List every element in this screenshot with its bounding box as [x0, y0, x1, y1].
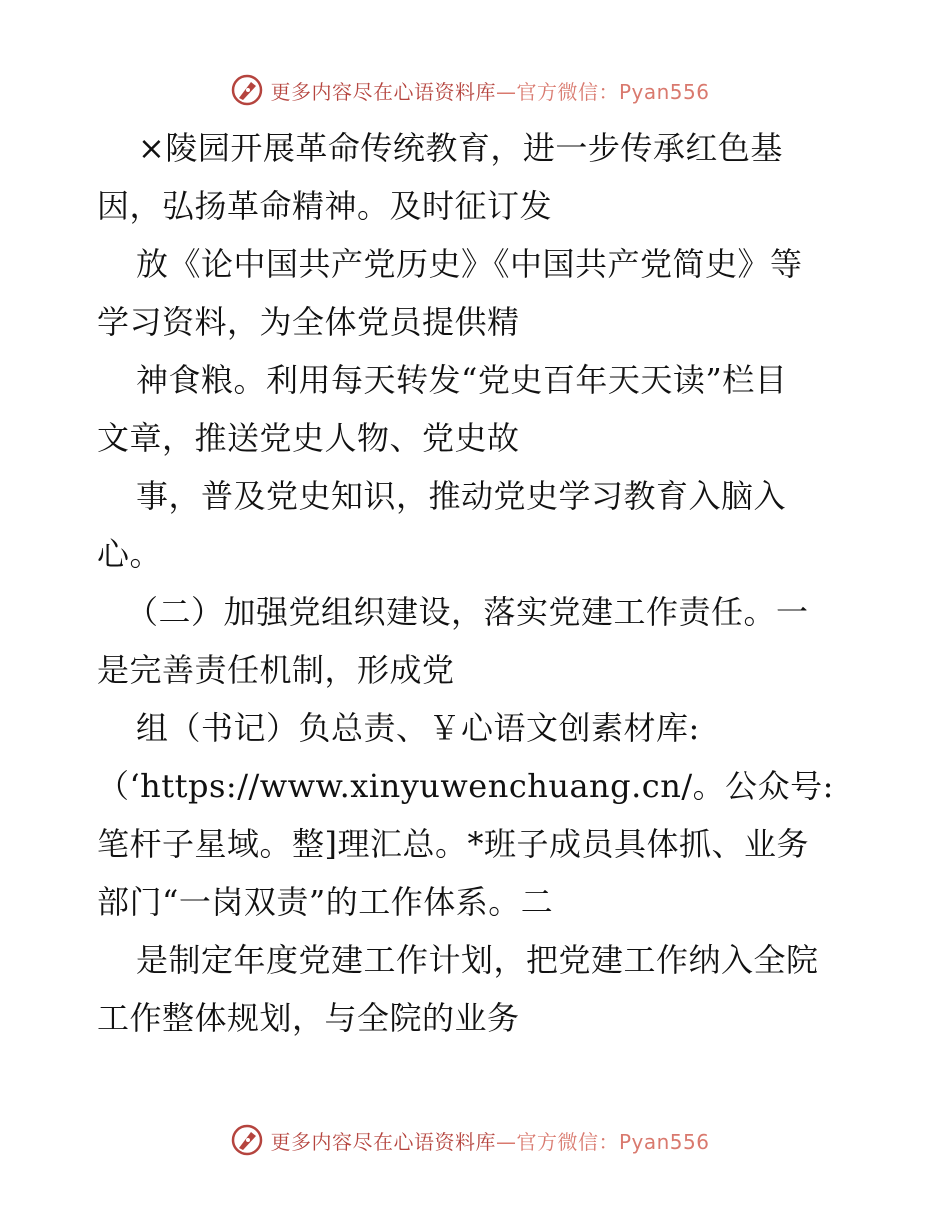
- text-line: 心。: [97, 535, 163, 573]
- header-watermark-wechat: —官方微信：Pyan556: [495, 79, 710, 104]
- text-line: 组（书记）负总责、￥心语文创素材库:: [136, 709, 700, 747]
- footer-watermark: [0, 1120, 950, 1160]
- footer-watermark-wechat: —官方微信：Pyan556: [495, 1129, 710, 1154]
- text-line: 放《论中国共产党历史》《中国共产党简史》等: [136, 245, 803, 283]
- text-line: （二）加强党组织建设，落实党建工作责任。一: [126, 593, 809, 631]
- text-line: 文章，推送党史人物、党史故: [97, 419, 520, 457]
- footer-watermark-text: 更多内容尽在心语资料库: [270, 1129, 496, 1154]
- text-line: 学习资料，为全体党员提供精: [97, 303, 520, 341]
- header-watermark: [0, 70, 950, 110]
- text-line: 是制定年度党建工作计划，把党建工作纳入全院: [136, 941, 819, 979]
- text-line: 神食粮。利用每天转发“党史百年天天读”栏目: [136, 361, 788, 399]
- pen-nib-logo-icon: [230, 1123, 264, 1157]
- header-watermark-text: 更多内容尽在心语资料库: [270, 79, 496, 104]
- text-line: 工作整体规划，与全院的业务: [97, 999, 520, 1037]
- text-line: ×陵园开展革命传统教育，进一步传承红色基: [138, 129, 783, 167]
- text-line: 部门“一岗双责”的工作体系。二: [97, 883, 554, 921]
- text-line: 事，普及党史知识，推动党史学习教育入脑入: [136, 477, 787, 515]
- text-line: 是完善责任机制，形成党: [97, 651, 455, 689]
- text-line: （‘https://www.xinyuwenchuang.cn/。公众号:: [97, 767, 834, 805]
- text-line: 因，弘扬革命精神。及时征订发: [97, 187, 553, 225]
- pen-nib-logo-icon: [230, 73, 264, 107]
- text-line: 笔杆子星域。整]理汇总。*班子成员具体抓、业务: [97, 825, 809, 863]
